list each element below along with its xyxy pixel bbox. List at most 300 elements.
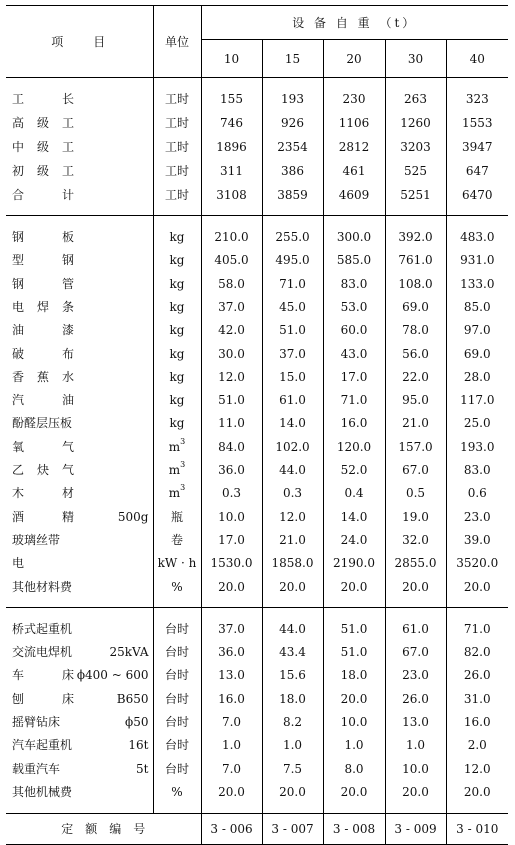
header-weight-20: 20 xyxy=(323,40,385,78)
gap-cell xyxy=(262,216,323,226)
value-cell: 28.0 xyxy=(446,365,508,388)
footer-code: 3 - 006 xyxy=(201,813,262,844)
machinery-section xyxy=(6,608,508,813)
machinery-row xyxy=(6,734,508,757)
gap-cell xyxy=(323,216,385,226)
machinery-row xyxy=(6,664,508,687)
item-name: 高 级 工 xyxy=(12,115,74,130)
item-name: 钢 管 xyxy=(12,276,74,291)
value-cell: 82.0 xyxy=(446,641,508,664)
value-cell: 133.0 xyxy=(446,272,508,295)
value-cell: 13.0 xyxy=(385,710,446,733)
item-unit: 台时 xyxy=(153,757,201,780)
value-cell: 42.0 xyxy=(201,319,262,342)
item-unit: 工时 xyxy=(153,159,201,183)
item-unit: 台时 xyxy=(153,617,201,640)
value-cell: 193.0 xyxy=(446,435,508,458)
value-cell: 19.0 xyxy=(385,505,446,528)
value-cell: 8.0 xyxy=(323,757,385,780)
value-cell: 461 xyxy=(323,159,385,183)
gap-cell xyxy=(6,598,153,608)
labor-item-cell xyxy=(6,159,153,183)
value-cell: 37.0 xyxy=(201,617,262,640)
value-cell: 20.0 xyxy=(385,780,446,803)
gap-cell xyxy=(385,598,446,608)
value-cell: 386 xyxy=(262,159,323,183)
item-unit: kg xyxy=(153,342,201,365)
gap-cell xyxy=(385,216,446,226)
machinery-item-cell xyxy=(6,710,153,733)
gap-cell xyxy=(153,598,201,608)
gap-cell xyxy=(323,78,385,88)
header-row-1 xyxy=(6,6,508,40)
gap-cell xyxy=(201,804,262,814)
value-cell: 20.0 xyxy=(323,780,385,803)
item-unit: 台时 xyxy=(153,664,201,687)
gap-cell xyxy=(446,804,508,814)
value-cell: 83.0 xyxy=(323,272,385,295)
materials-row xyxy=(6,272,508,295)
value-cell: 26.0 xyxy=(385,687,446,710)
gap-cell xyxy=(6,206,153,216)
item-name: 电 焊 条 xyxy=(12,299,74,314)
value-cell: 61.0 xyxy=(262,389,323,412)
gap-cell xyxy=(6,804,153,814)
gap-cell xyxy=(262,804,323,814)
item-name: 载重汽车 xyxy=(12,761,61,776)
item-name: 破 布 xyxy=(12,346,74,361)
quota-table-wrapper xyxy=(6,5,508,845)
materials-row xyxy=(6,225,508,248)
machinery-item-cell xyxy=(6,664,153,687)
footer-code: 3 - 008 xyxy=(323,813,385,844)
value-cell: 78.0 xyxy=(385,319,446,342)
value-cell: 11.0 xyxy=(201,412,262,435)
item-unit: 工时 xyxy=(153,87,201,111)
value-cell: 483.0 xyxy=(446,225,508,248)
item-name: 氧 气 xyxy=(12,439,74,454)
item-name: 玻璃丝带 xyxy=(12,532,61,547)
gap-cell xyxy=(153,216,201,226)
value-cell: 16.0 xyxy=(446,710,508,733)
value-cell: 323 xyxy=(446,87,508,111)
gap-cell xyxy=(262,206,323,216)
item-unit: 工时 xyxy=(153,135,201,159)
value-cell: 51.0 xyxy=(323,641,385,664)
section-gap xyxy=(6,804,508,814)
materials-item-cell xyxy=(6,225,153,248)
footer-code: 3 - 007 xyxy=(262,813,323,844)
item-spec: B650 xyxy=(116,691,149,706)
item-unit: kg xyxy=(153,295,201,318)
gap-cell xyxy=(201,78,262,88)
value-cell: 8.2 xyxy=(262,710,323,733)
gap-cell xyxy=(323,804,385,814)
value-cell: 193 xyxy=(262,87,323,111)
machinery-item-cell xyxy=(6,734,153,757)
footer-label: 定 额 编 号 xyxy=(6,813,201,844)
item-name: 汽车起重机 xyxy=(12,738,73,753)
gap-cell xyxy=(201,206,262,216)
value-cell: 0.3 xyxy=(201,482,262,505)
value-cell: 71.0 xyxy=(262,272,323,295)
value-cell: 2354 xyxy=(262,135,323,159)
gap-cell xyxy=(446,608,508,618)
value-cell: 60.0 xyxy=(323,319,385,342)
gap-cell xyxy=(6,608,153,618)
materials-item-cell xyxy=(6,365,153,388)
materials-row xyxy=(6,295,508,318)
value-cell: 16.0 xyxy=(323,412,385,435)
value-cell: 20.0 xyxy=(262,575,323,598)
value-cell: 95.0 xyxy=(385,389,446,412)
gap-cell xyxy=(6,78,153,88)
item-unit: kg xyxy=(153,412,201,435)
value-cell: 155 xyxy=(201,87,262,111)
value-cell: 300.0 xyxy=(323,225,385,248)
materials-item-cell xyxy=(6,342,153,365)
value-cell: 52.0 xyxy=(323,458,385,481)
materials-row xyxy=(6,319,508,342)
materials-item-cell xyxy=(6,295,153,318)
item-unit: 台时 xyxy=(153,710,201,733)
value-cell: 255.0 xyxy=(262,225,323,248)
value-cell: 26.0 xyxy=(446,664,508,687)
value-cell: 495.0 xyxy=(262,249,323,272)
item-unit: kW · h xyxy=(153,552,201,575)
value-cell: 3947 xyxy=(446,135,508,159)
value-cell: 3203 xyxy=(385,135,446,159)
value-cell: 20.0 xyxy=(323,575,385,598)
value-cell: 2812 xyxy=(323,135,385,159)
item-name: 乙 炔 气 xyxy=(12,463,74,478)
labor-row xyxy=(6,135,508,159)
materials-item-cell xyxy=(6,389,153,412)
item-name: 电 xyxy=(12,556,25,571)
labor-item-cell xyxy=(6,111,153,135)
value-cell: 761.0 xyxy=(385,249,446,272)
machinery-item-cell xyxy=(6,757,153,780)
value-cell: 37.0 xyxy=(201,295,262,318)
header-weight-group: 设 备 自 重 （t） xyxy=(201,6,508,40)
value-cell: 1260 xyxy=(385,111,446,135)
machinery-row xyxy=(6,780,508,803)
value-cell: 157.0 xyxy=(385,435,446,458)
value-cell: 45.0 xyxy=(262,295,323,318)
value-cell: 83.0 xyxy=(446,458,508,481)
value-cell: 3520.0 xyxy=(446,552,508,575)
materials-row xyxy=(6,342,508,365)
item-name: 交流电焊机 xyxy=(12,645,73,660)
materials-item-cell xyxy=(6,458,153,481)
value-cell: 23.0 xyxy=(446,505,508,528)
materials-item-cell xyxy=(6,435,153,458)
section-gap xyxy=(6,608,508,618)
value-cell: 2.0 xyxy=(446,734,508,757)
value-cell: 1.0 xyxy=(385,734,446,757)
materials-item-cell xyxy=(6,528,153,551)
gap-cell xyxy=(153,78,201,88)
value-cell: 21.0 xyxy=(262,528,323,551)
value-cell: 1.0 xyxy=(262,734,323,757)
value-cell: 12.0 xyxy=(201,365,262,388)
item-name: 油 漆 xyxy=(12,323,74,338)
section-gap xyxy=(6,598,508,608)
gap-cell xyxy=(446,206,508,216)
item-name: 酚醛层压板 xyxy=(12,416,73,431)
gap-cell xyxy=(201,608,262,618)
item-unit-cubic-meter: $m^3$ xyxy=(153,458,201,481)
gap-cell xyxy=(323,206,385,216)
labor-item-cell xyxy=(6,183,153,207)
gap-cell xyxy=(446,216,508,226)
value-cell: 20.0 xyxy=(323,687,385,710)
materials-row xyxy=(6,528,508,551)
item-unit: 卷 xyxy=(153,528,201,551)
item-name: 车 床 xyxy=(12,668,74,683)
value-cell: 10.0 xyxy=(323,710,385,733)
section-gap xyxy=(6,78,508,88)
value-cell: 1858.0 xyxy=(262,552,323,575)
gap-cell xyxy=(201,598,262,608)
value-cell: 0.3 xyxy=(262,482,323,505)
item-unit: 工时 xyxy=(153,183,201,207)
item-unit: % xyxy=(153,780,201,803)
machinery-item-cell xyxy=(6,641,153,664)
value-cell: 31.0 xyxy=(446,687,508,710)
machinery-item-cell xyxy=(6,617,153,640)
value-cell: 230 xyxy=(323,87,385,111)
value-cell: 0.4 xyxy=(323,482,385,505)
header-weight-40: 40 xyxy=(446,40,508,78)
machinery-row xyxy=(6,687,508,710)
materials-item-cell xyxy=(6,575,153,598)
value-cell: 36.0 xyxy=(201,641,262,664)
value-cell: 71.0 xyxy=(446,617,508,640)
materials-row xyxy=(6,435,508,458)
gap-cell xyxy=(262,608,323,618)
value-cell: 117.0 xyxy=(446,389,508,412)
quota-table xyxy=(6,5,508,845)
value-cell: 746 xyxy=(201,111,262,135)
item-unit: kg xyxy=(153,272,201,295)
value-cell: 24.0 xyxy=(323,528,385,551)
footer-code: 3 - 010 xyxy=(446,813,508,844)
section-gap xyxy=(6,206,508,216)
materials-row xyxy=(6,389,508,412)
item-name: 其他机械费 xyxy=(12,784,73,799)
value-cell: 3859 xyxy=(262,183,323,207)
value-cell: 17.0 xyxy=(201,528,262,551)
item-name: 香 蕉 水 xyxy=(12,369,74,384)
value-cell: 36.0 xyxy=(201,458,262,481)
value-cell: 405.0 xyxy=(201,249,262,272)
item-unit: kg xyxy=(153,249,201,272)
value-cell: 20.0 xyxy=(201,780,262,803)
value-cell: 16.0 xyxy=(201,687,262,710)
item-name: 其他材料费 xyxy=(12,579,73,594)
value-cell: 69.0 xyxy=(446,342,508,365)
value-cell: 10.0 xyxy=(201,505,262,528)
value-cell: 67.0 xyxy=(385,641,446,664)
item-spec: 500g xyxy=(117,509,149,524)
footer-code: 3 - 009 xyxy=(385,813,446,844)
value-cell: 43.0 xyxy=(323,342,385,365)
value-cell: 311 xyxy=(201,159,262,183)
item-spec: ϕ50 xyxy=(125,715,149,730)
item-unit: kg xyxy=(153,389,201,412)
gap-cell xyxy=(153,206,201,216)
value-cell: 51.0 xyxy=(323,617,385,640)
value-cell: 15.0 xyxy=(262,365,323,388)
value-cell: 102.0 xyxy=(262,435,323,458)
value-cell: 1.0 xyxy=(323,734,385,757)
item-unit: 台时 xyxy=(153,641,201,664)
materials-row xyxy=(6,552,508,575)
machinery-row xyxy=(6,617,508,640)
value-cell: 30.0 xyxy=(201,342,262,365)
value-cell: 97.0 xyxy=(446,319,508,342)
gap-cell xyxy=(446,78,508,88)
labor-item-cell xyxy=(6,135,153,159)
item-unit: % xyxy=(153,575,201,598)
value-cell: 85.0 xyxy=(446,295,508,318)
machinery-row xyxy=(6,641,508,664)
value-cell: 263 xyxy=(385,87,446,111)
value-cell: 647 xyxy=(446,159,508,183)
value-cell: 7.0 xyxy=(201,757,262,780)
gap-cell xyxy=(201,216,262,226)
value-cell: 39.0 xyxy=(446,528,508,551)
materials-row xyxy=(6,249,508,272)
materials-row xyxy=(6,575,508,598)
value-cell: 58.0 xyxy=(201,272,262,295)
header-weight-10: 10 xyxy=(201,40,262,78)
value-cell: 1896 xyxy=(201,135,262,159)
item-name: 型 钢 xyxy=(12,253,74,268)
value-cell: 2855.0 xyxy=(385,552,446,575)
value-cell: 20.0 xyxy=(201,575,262,598)
value-cell: 20.0 xyxy=(446,780,508,803)
gap-cell xyxy=(385,804,446,814)
item-unit: kg xyxy=(153,365,201,388)
materials-item-cell xyxy=(6,552,153,575)
materials-item-cell xyxy=(6,505,153,528)
item-unit: 台时 xyxy=(153,687,201,710)
value-cell: 15.6 xyxy=(262,664,323,687)
materials-item-cell xyxy=(6,319,153,342)
gap-cell xyxy=(262,598,323,608)
value-cell: 1530.0 xyxy=(201,552,262,575)
item-name: 合 计 xyxy=(12,187,74,202)
item-name: 钢 板 xyxy=(12,230,74,245)
labor-row xyxy=(6,183,508,207)
machinery-row xyxy=(6,757,508,780)
item-name: 酒 精 xyxy=(12,509,74,524)
labor-row xyxy=(6,111,508,135)
value-cell: 67.0 xyxy=(385,458,446,481)
value-cell: 43.4 xyxy=(262,641,323,664)
item-unit-cubic-meter: $m^3$ xyxy=(153,435,201,458)
value-cell: 120.0 xyxy=(323,435,385,458)
value-cell: 14.0 xyxy=(262,412,323,435)
labor-item-cell xyxy=(6,87,153,111)
value-cell: 51.0 xyxy=(201,389,262,412)
section-gap xyxy=(6,216,508,226)
value-cell: 56.0 xyxy=(385,342,446,365)
gap-cell xyxy=(446,598,508,608)
materials-item-cell xyxy=(6,482,153,505)
value-cell: 4609 xyxy=(323,183,385,207)
value-cell: 12.0 xyxy=(446,757,508,780)
value-cell: 2190.0 xyxy=(323,552,385,575)
materials-row xyxy=(6,482,508,505)
gap-cell xyxy=(385,608,446,618)
materials-item-cell xyxy=(6,412,153,435)
gap-cell xyxy=(323,608,385,618)
footer-row xyxy=(6,813,508,844)
value-cell: 20.0 xyxy=(446,575,508,598)
value-cell: 37.0 xyxy=(262,342,323,365)
item-spec: ϕ400 ~ 600 xyxy=(76,668,149,683)
item-name: 中 级 工 xyxy=(12,139,74,154)
gap-cell xyxy=(385,206,446,216)
value-cell: 22.0 xyxy=(385,365,446,388)
value-cell: 61.0 xyxy=(385,617,446,640)
value-cell: 14.0 xyxy=(323,505,385,528)
value-cell: 10.0 xyxy=(385,757,446,780)
value-cell: 18.0 xyxy=(323,664,385,687)
value-cell: 1553 xyxy=(446,111,508,135)
value-cell: 5251 xyxy=(385,183,446,207)
item-name: 初 级 工 xyxy=(12,163,74,178)
value-cell: 69.0 xyxy=(385,295,446,318)
value-cell: 53.0 xyxy=(323,295,385,318)
value-cell: 44.0 xyxy=(262,458,323,481)
item-spec: 25kVA xyxy=(109,645,149,660)
value-cell: 51.0 xyxy=(262,319,323,342)
value-cell: 44.0 xyxy=(262,617,323,640)
item-name: 汽 油 xyxy=(12,393,74,408)
value-cell: 17.0 xyxy=(323,365,385,388)
value-cell: 18.0 xyxy=(262,687,323,710)
item-name: 刨 床 xyxy=(12,691,74,706)
materials-row xyxy=(6,458,508,481)
value-cell: 1.0 xyxy=(201,734,262,757)
item-unit: 工时 xyxy=(153,111,201,135)
value-cell: 0.6 xyxy=(446,482,508,505)
value-cell: 21.0 xyxy=(385,412,446,435)
item-unit: kg xyxy=(153,225,201,248)
item-name: 摇臂钻床 xyxy=(12,715,61,730)
value-cell: 585.0 xyxy=(323,249,385,272)
item-unit-cubic-meter: $m^3$ xyxy=(153,482,201,505)
item-name: 工 长 xyxy=(12,91,74,106)
item-spec: 5t xyxy=(136,761,149,776)
materials-item-cell xyxy=(6,249,153,272)
machinery-item-cell xyxy=(6,780,153,803)
materials-row xyxy=(6,412,508,435)
item-spec: 16t xyxy=(128,738,149,753)
value-cell: 7.5 xyxy=(262,757,323,780)
value-cell: 12.0 xyxy=(262,505,323,528)
materials-item-cell xyxy=(6,272,153,295)
value-cell: 3108 xyxy=(201,183,262,207)
item-unit: kg xyxy=(153,319,201,342)
materials-row xyxy=(6,365,508,388)
value-cell: 0.5 xyxy=(385,482,446,505)
header-item: 项 目 xyxy=(6,6,153,78)
